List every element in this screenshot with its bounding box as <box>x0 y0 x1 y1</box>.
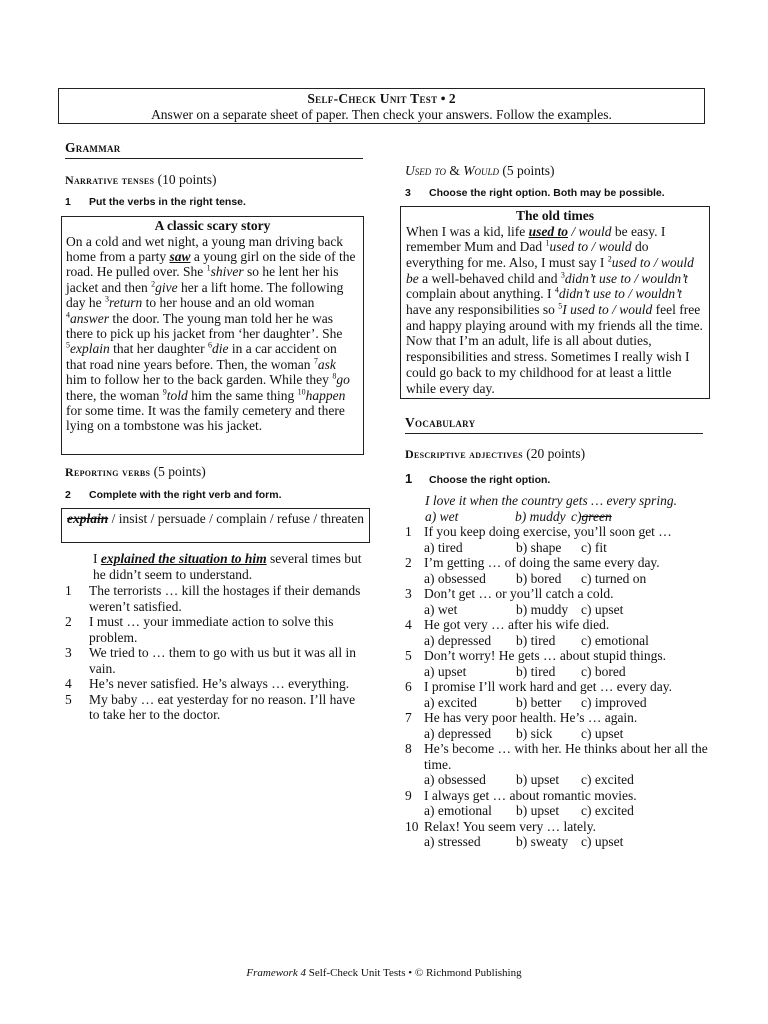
reporting-heading: Reporting verbs (5 points) <box>65 464 206 479</box>
exercise-2-instruction: 2 Complete with the right verb and form. <box>65 489 282 501</box>
list-item: 7 He has very poor health. He’s … again. a) depressed b) sick c) upset <box>405 710 638 741</box>
story-text: On a cold and wet night, a young man driving back home from a party saw a young girl on the side of the road. He pulled over. She $^1$shiver so he lent her his jacket and then $^2$give her a lift home. The following day he $^3$return to her house and an old woman $^4$answer the door. The young man told her he was there to pick up his jacket from ‘her daughter’. She $^5$explain that her daughter $^6$die in a car accident on that road nine years before. Then, the woman $^7$ask him to follow her to the back garden. While they $^8$go there, the woman $^9$told him the same thing $^{10}$happen for some time. It was the family cemetery and there lying on a tombstone was his jacket. <box>66 233 356 434</box>
used-to-heading: Used to & Would (5 points) <box>405 163 555 178</box>
list-item: 6 I promise I’ll work hard and get … every day. a) excited b) better c) improved <box>405 679 673 710</box>
scary-story-box <box>61 216 364 455</box>
list-item: 3 We tried to … them to go with us but it was all in vain. <box>65 645 357 676</box>
vocabulary-heading: Vocabulary <box>405 415 703 434</box>
list-item: 8 He’s become … with her. He thinks about her all the time. a) obsessed b) upset c) excited <box>405 741 708 787</box>
list-item: 5 Don’t worry! He gets … about stupid things. a) upset b) tired c) bored <box>405 648 666 679</box>
old-times-box <box>400 206 710 399</box>
page-subtitle: Answer on a separate sheet of paper. Then check your answers. Follow the examples. <box>151 106 612 122</box>
list-item: 1 If you keep doing exercise, you’ll soon get … a) tired b) shape c) fit <box>405 524 672 555</box>
vocab-example: I love it when the country gets … every spring. a) wet b) muddy c)green <box>425 493 677 524</box>
list-item: 2 I’m getting … of doing the same every day. a) obsessed b) bored c) turned on <box>405 555 660 586</box>
exercise-3-instruction: 3 Choose the right option. Both may be possible. <box>405 187 665 199</box>
word-used: explain <box>67 511 109 526</box>
old-times-text: When I was a kid, life used to / would be easy. I remember Mum and Dad $^1$used to / would do everything for me. Also, I must say I $^2$used to / would be a well-behaved child and $^3$didn’t use to / wouldn’t complain about anything. I $^4$didn’t use to / wouldn’t have any responsibilities so $^5$I used to / would feel free and happy playing around with my friends all the time. Now that I’m an adult, life is all about duties, responsibilities and stress. Sometimes I really wish I could go back to my childhood for at least a little while every day. <box>406 223 703 396</box>
page-title: Self-Check Unit Test • 2 <box>307 91 456 106</box>
adjectives-heading: Descriptive adjectives (20 points) <box>405 446 586 461</box>
example-answer: used to <box>528 223 568 239</box>
list-item: 5 My baby … eat yesterday for no reason. I’ll have to take her to the doctor. <box>65 691 356 722</box>
reporting-example: I explained the situation to him several times but he didn’t seem to understand. <box>93 551 362 582</box>
list-item: 2 I must … your immediate action to solve this problem. <box>65 614 334 645</box>
list-item: 4 He’s never satisfied. He’s always … everything. <box>65 676 350 691</box>
page-footer: Framework 4 Self-Check Unit Tests • © Richmond Publishing <box>246 967 522 979</box>
word-bank-box: explain / insist / persuade / complain / refuse / threaten <box>61 508 370 543</box>
list-item: 1 The terrorists … kill the hostages if their demands weren’t satisfied. <box>65 583 361 614</box>
grammar-heading: Grammar <box>65 140 363 159</box>
exercise-1-instruction: 1 Put the verbs in the right tense. <box>65 196 246 208</box>
old-times-title: The old times <box>515 208 594 223</box>
story-title: A classic scary story <box>154 218 271 233</box>
reporting-items <box>65 583 363 723</box>
header-box <box>58 88 705 124</box>
list-item: 10 Relax! You seem very … lately. a) stressed b) sweaty c) upset <box>405 818 624 849</box>
adjectives-items <box>405 524 710 850</box>
list-item: 9 I always get … about romantic movies. a) emotional b) upset c) excited <box>405 787 637 818</box>
example-answer: saw <box>169 248 191 264</box>
list-item: 4 He got very … after his wife died. a) depressed b) tired c) emotional <box>405 617 649 648</box>
list-item: 3 Don’t get … or you’ll catch a cold. a) wet b) muddy c) upset <box>405 586 624 617</box>
narrative-heading: Narrative tenses (10 points) <box>65 172 217 187</box>
vocab-exercise-1-instruction: 1 Choose the right option. <box>405 471 551 486</box>
